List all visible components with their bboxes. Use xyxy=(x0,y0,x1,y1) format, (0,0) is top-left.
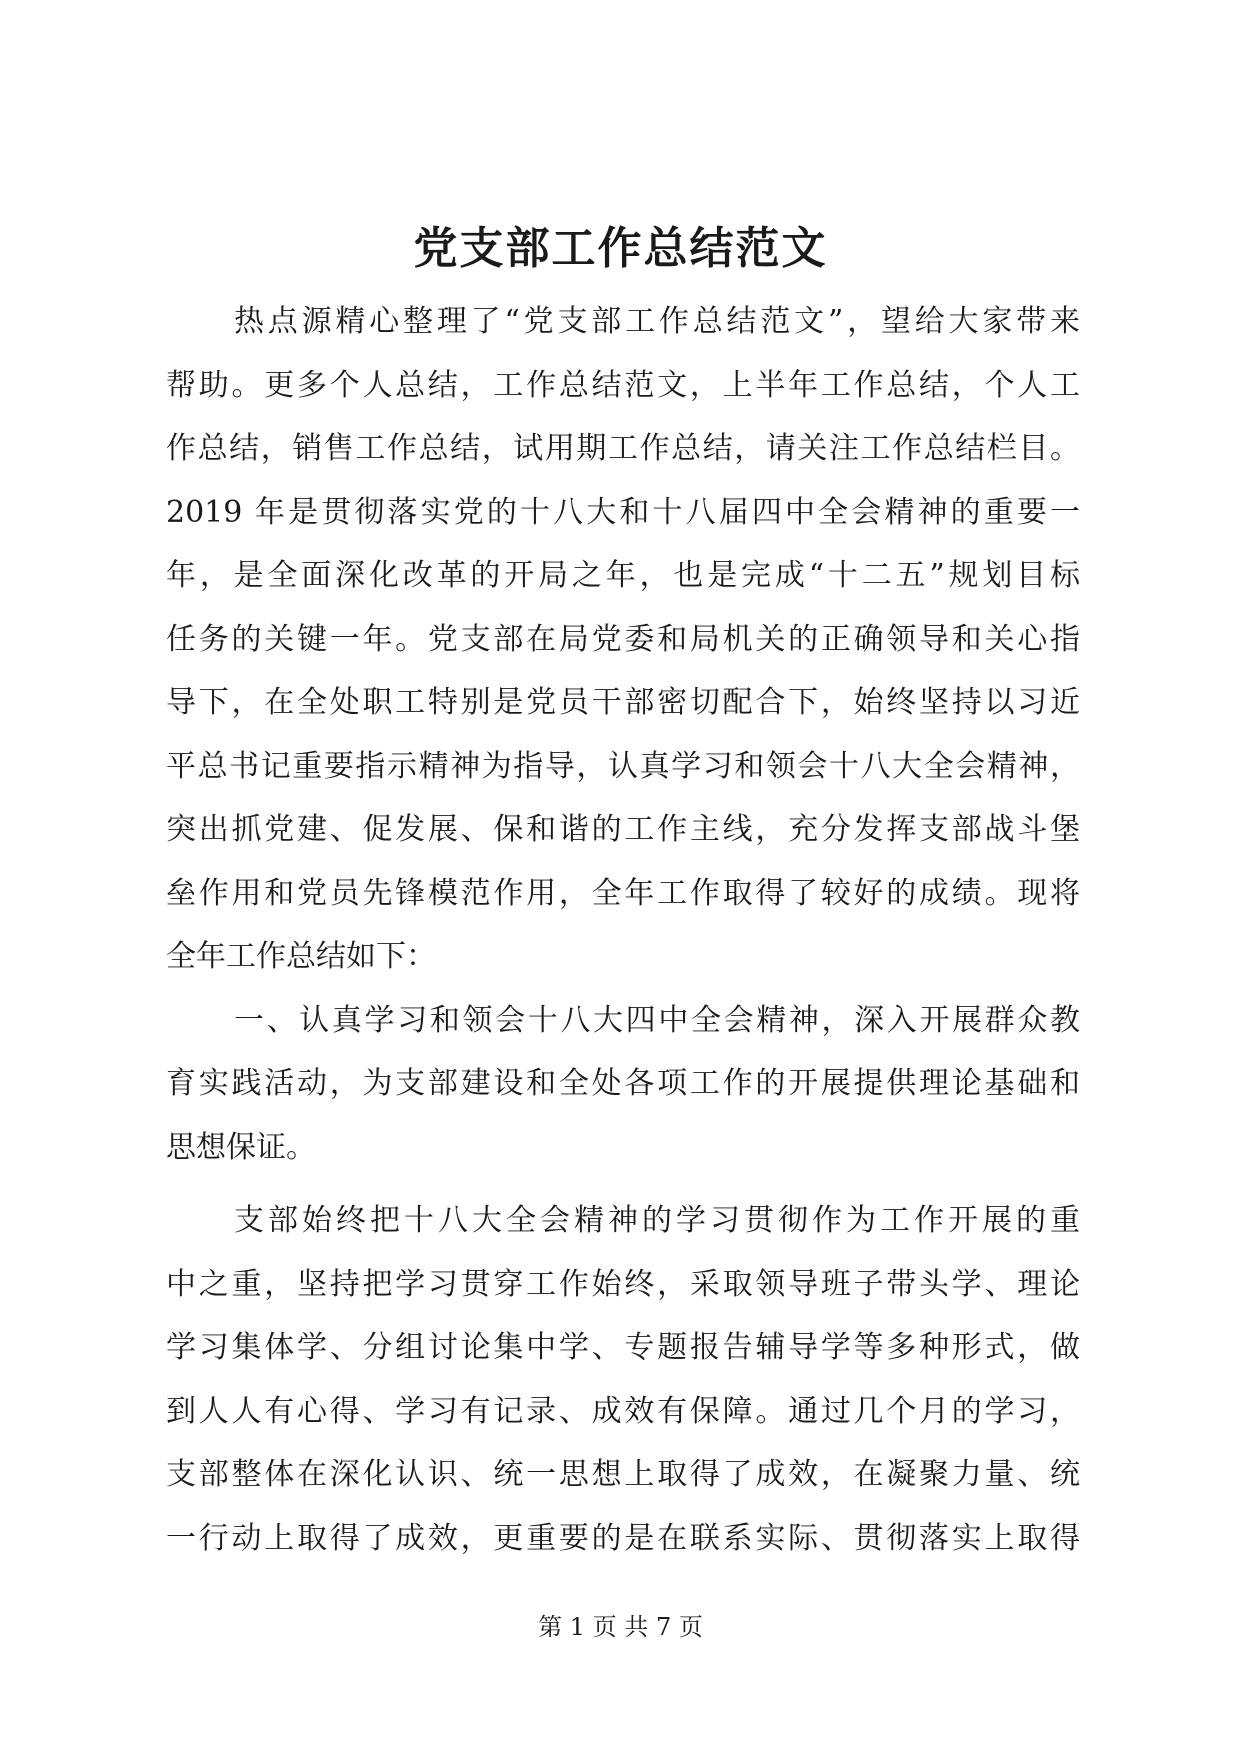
paragraph xyxy=(166,1189,1080,1570)
text-line: 支部始终把十八大全会精神的学习贯彻作为工作开展的重 xyxy=(234,1203,1080,1238)
text-line: 学习集体学、分组讨论集中学、专题报告辅导学等多种形式，做 xyxy=(166,1330,1080,1365)
paragraph-gap xyxy=(166,1179,1080,1189)
text-line: 中之重，坚持把学习贯穿工作始终，采取领导班子带头学、理论 xyxy=(166,1266,1080,1302)
text-line: 帮助。更多个人总结，工作总结范文，上半年工作总结，个人工 xyxy=(166,367,1080,403)
text-line: 到人人有心得、学习有记录、成效有保障。通过几个月的学习， xyxy=(166,1393,1080,1429)
page-number-footer: 第 1 页 共 7 页 xyxy=(538,1613,703,1641)
text-line: 支部整体在深化认识、统一思想上取得了成效，在凝聚力量、统 xyxy=(166,1457,1080,1492)
text-line: 平总书记重要指示精神为指导，认真学习和领会十八大全会精神， xyxy=(166,748,1080,784)
text-line: 思想保证。 xyxy=(166,1129,316,1165)
text-line: 年，是全面深化改革的开局之年，也是完成“十二五”规划目标 xyxy=(166,558,1080,593)
text-line: 全年工作总结如下： xyxy=(166,939,436,974)
paragraph xyxy=(166,989,1080,1180)
document-body xyxy=(166,290,1080,1570)
text-line: 一、认真学习和领会十八大四中全会精神，深入开展群众教 xyxy=(234,1002,1080,1038)
text-line: 一行动上取得了成效，更重要的是在联系实际、贯彻落实上取得 xyxy=(166,1520,1080,1556)
text-line: 垒作用和党员先锋模范作用，全年工作取得了较好的成绩。现将 xyxy=(166,875,1080,911)
text-line: 2019 年是贯彻落实党的十八大和十八届四中全会精神的重要一 xyxy=(166,494,1080,530)
paragraph xyxy=(166,290,1080,989)
text-line: 任务的关键一年。党支部在局党委和局机关的正确领导和关心指 xyxy=(166,621,1080,657)
text-line: 育实践活动，为支部建设和全处各项工作的开展提供理论基础和 xyxy=(166,1066,1080,1101)
document-title: 党支部工作总结范文 xyxy=(413,223,828,274)
text-line: 热点源精心整理了“党支部工作总结范文”，望给大家带来 xyxy=(234,304,1080,339)
text-line: 作总结，销售工作总结，试用期工作总结，请关注工作总结栏目。 xyxy=(166,431,1080,466)
text-line: 导下，在全处职工特别是党员干部密切配合下，始终坚持以习近 xyxy=(166,685,1080,720)
text-line: 突出抓党建、促发展、保和谐的工作主线，充分发挥支部战斗堡 xyxy=(166,812,1080,847)
